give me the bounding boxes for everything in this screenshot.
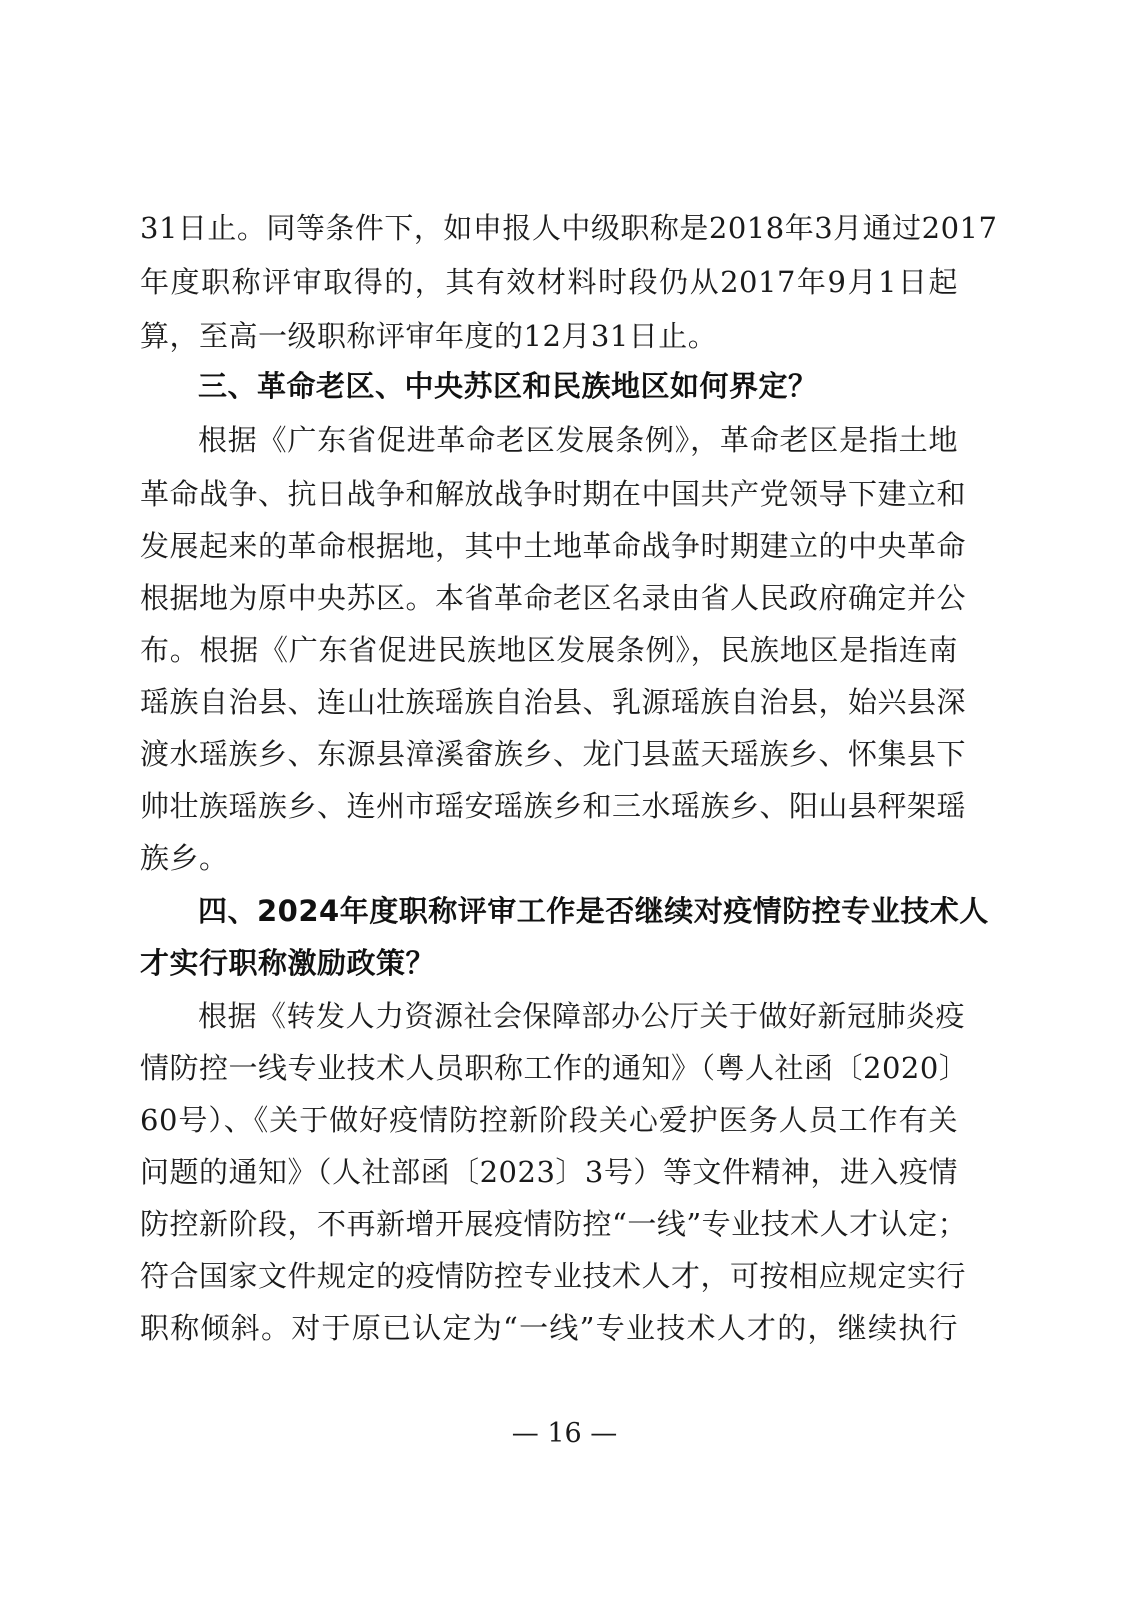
body-text-line: 符合国家文件规定的疫情防控专业技术人才，可按相应规定实行 — [140, 1259, 967, 1293]
body-text-line: 问题的通知》（人社部函〔2023〕3号）等文件精神，进入疫情 — [140, 1155, 958, 1189]
page-number: — 16 — — [511, 1418, 618, 1449]
body-text-line: 情防控一线专业技术人员职称工作的通知》（粤人社函〔2020〕 — [140, 1051, 969, 1085]
section-heading-3: 三、革命老区、中央苏区和民族地区如何界定？ — [198, 369, 818, 403]
body-text-line: 革命战争、抗日战争和解放战争时期在中国共产党领导下建立和 — [140, 477, 967, 511]
section-heading-4-cont: 才实行职称激励政策？ — [140, 946, 436, 980]
section-heading-4: 四、2024年度职称评审工作是否继续对疫情防控专业技术人 — [198, 894, 989, 928]
body-text-line: 发展起来的革命根据地，其中土地革命战争时期建立的中央革命 — [140, 529, 967, 563]
body-text-line: 算，至高一级职称评审年度的12月31日止。 — [140, 319, 718, 353]
body-text-line: 根据《广东省促进革命老区发展条例》，革命老区是指土地 — [198, 423, 958, 457]
body-text-line: 渡水瑶族乡、东源县漳溪畲族乡、龙门县蓝天瑶族乡、怀集县下 — [140, 737, 967, 771]
body-text-line: 31日止。同等条件下，如申报人中级职称是2018年3月通过2017 — [140, 211, 998, 245]
body-text-line: 帅壮族瑶族乡、连州市瑶安瑶族乡和三水瑶族乡、阳山县秤架瑶 — [140, 789, 967, 823]
body-text-line: 根据地为原中央苏区。本省革命老区名录由省人民政府确定并公 — [140, 581, 967, 615]
body-text-line: 瑶族自治县、连山壮族瑶族自治县、乳源瑶族自治县，始兴县深 — [140, 685, 967, 719]
body-text-line: 年度职称评审取得的，其有效材料时段仍从2017年9月1日起 — [140, 265, 958, 299]
body-text-line: 布。根据《广东省促进民族地区发展条例》，民族地区是指连南 — [140, 633, 958, 667]
body-text-line: 60号）、《关于做好疫情防控新阶段关心爱护医务人员工作有关 — [140, 1103, 958, 1137]
body-text-line: 根据《转发人力资源社会保障部办公厅关于做好新冠肺炎疫 — [198, 999, 966, 1033]
body-text-line: 职称倾斜。对于原已认定为“一线”专业技术人才的，继续执行 — [140, 1311, 958, 1345]
body-text-line: 防控新阶段，不再新增开展疫情防控“一线”专业技术人才认定； — [140, 1207, 968, 1241]
body-text-line: 族乡。 — [140, 841, 229, 875]
